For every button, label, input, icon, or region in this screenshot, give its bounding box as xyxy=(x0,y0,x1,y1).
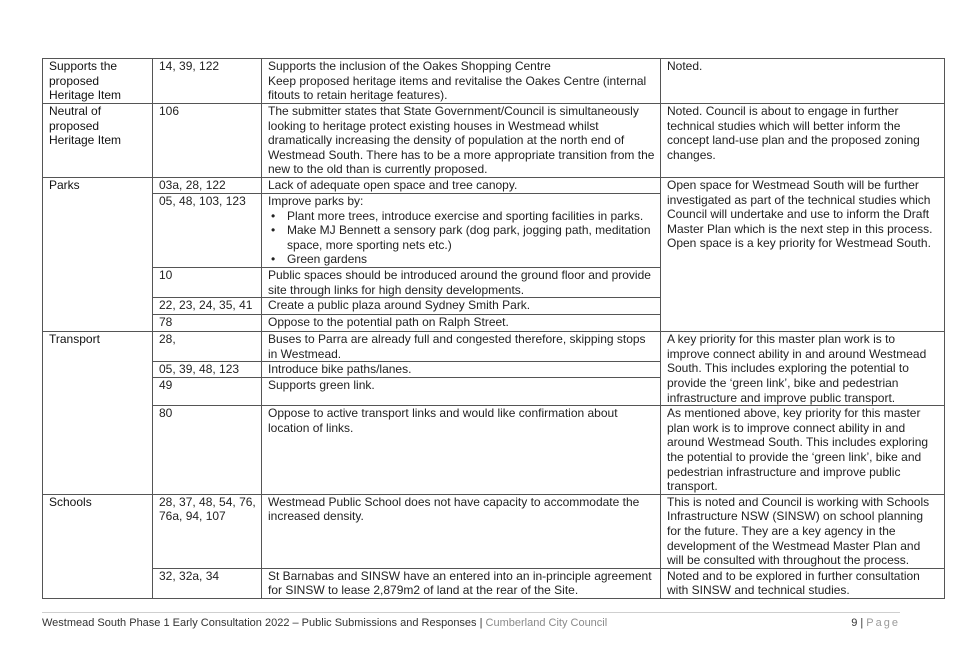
table-row xyxy=(43,59,945,104)
footer-title: Westmead South Phase 1 Early Consultation 2022 – Public Submissions and Responses | xyxy=(42,617,486,629)
submission-text: Buses to Parra are already full and congested therefore, skipping stops in Westmead. xyxy=(262,332,661,362)
category-cell: Supports the proposed Heritage Item xyxy=(43,59,153,104)
council-response: Noted. xyxy=(661,59,945,104)
footer-title-group xyxy=(42,616,607,630)
submission-text: Oppose to active transport links and would like confirmation about location of links. xyxy=(262,406,661,495)
submission-text: Supports green link. xyxy=(262,378,661,406)
submission-text xyxy=(262,59,661,104)
category-cell: Neutral of proposed Heritage Item xyxy=(43,104,153,178)
submission-intro: Improve parks by: xyxy=(268,194,364,208)
submission-ids: 106 xyxy=(153,104,262,178)
category-cell-transport: Transport xyxy=(43,332,153,495)
submission-ids: 49 xyxy=(153,378,262,406)
submission-text: Oppose to the potential path on Ralph Street. xyxy=(262,315,661,332)
council-response: As mentioned above, key priority for this master plan work is to improve connect ability in and around Westmead South. This includes exploring the potential to provide the ‘green link’, bike and pedestrian infrastructure and improve public transport. xyxy=(661,406,945,495)
submissions-table xyxy=(42,58,945,599)
page-footer xyxy=(42,616,900,630)
response-line: Open space is a key priority for Westmead South. xyxy=(667,236,931,251)
submission-ids: 32, 32a, 34 xyxy=(153,568,262,598)
council-response xyxy=(661,178,945,332)
table-row xyxy=(43,178,945,194)
submission-text: St Barnabas and SINSW have an entered into an in-principle agreement for SINSW to lease 2,879m2 of land at the rear of the Site. xyxy=(262,568,661,598)
bullet-item: • Green gardens xyxy=(268,252,655,267)
submission-line: Supports the inclusion of the Oakes Shopping Centre xyxy=(268,59,551,73)
category-cell-schools: Schools xyxy=(43,494,153,598)
page-number: 9 xyxy=(851,617,858,629)
footer-divider xyxy=(42,612,900,613)
submission-line: Keep proposed heritage items and revitalise the Oakes Centre (internal fitouts to retain heritage features). xyxy=(268,73,647,103)
submission-ids: 14, 39, 122 xyxy=(153,59,262,104)
council-response: A key priority for this master plan work is to improve connect ability in and around Westmead South. This includes exploring the potential to provide the ‘green link’, bike and pedestrian infrastructure and improve public transport. xyxy=(661,332,945,406)
response-line: Open space for Westmead South will be further investigated as part of the technical studies which Council will undertake and use to inform the Draft Master Plan which is the next step in this process. xyxy=(667,178,933,236)
council-response: Noted and to be explored in further consultation with SINSW and technical studies. xyxy=(661,568,945,598)
bullet-list xyxy=(268,209,655,267)
submission-ids: 80 xyxy=(153,406,262,495)
submission-text: Introduce bike paths/lanes. xyxy=(262,362,661,378)
council-response: Noted. Council is about to engage in further technical studies which will better inform the concept land-use plan and the proposed zoning changes. xyxy=(661,104,945,178)
submission-text: Westmead Public School does not have capacity to accommodate the increased density. xyxy=(262,494,661,568)
table-row xyxy=(43,494,945,568)
footer-council: Cumberland City Council xyxy=(485,617,608,629)
table-row xyxy=(43,406,945,495)
submission-ids: 10 xyxy=(153,268,262,298)
submission-ids: 05, 39, 48, 123 xyxy=(153,362,262,378)
table-row xyxy=(43,104,945,178)
table-row xyxy=(43,568,945,598)
submission-ids: 28, xyxy=(153,332,262,362)
page-word: Page xyxy=(866,617,900,629)
submission-ids: 28, 37, 48, 54, 76, 76a, 94, 107 xyxy=(153,494,262,568)
submission-ids: 05, 48, 103, 123 xyxy=(153,194,262,268)
submission-text: Create a public plaza around Sydney Smith Park. xyxy=(262,298,661,315)
submission-ids: 03a, 28, 122 xyxy=(153,178,262,194)
table-row xyxy=(43,332,945,362)
submission-text: The submitter states that State Government/Council is simultaneously looking to heritage protect existing houses in Westmead whilst dramatically increasing the density of population at the north end of Westmead South. There has to be a more appropriate transition from the new to the old than is currently proposed. xyxy=(262,104,661,178)
footer-page-group xyxy=(851,616,900,630)
category-cell-parks: Parks xyxy=(43,178,153,332)
submission-ids: 78 xyxy=(153,315,262,332)
bullet-item: • Make MJ Bennett a sensory park (dog park, jogging path, meditation space, more sporting nets etc.) xyxy=(268,223,655,252)
submission-text xyxy=(262,194,661,268)
submission-ids: 22, 23, 24, 35, 41 xyxy=(153,298,262,315)
council-response: This is noted and Council is working with Schools Infrastructure NSW (SINSW) on school planning for the future. They are a key agency in the development of the Westmead Master Plan and will be consulted with throughout the process. xyxy=(661,494,945,568)
submission-text: Public spaces should be introduced around the ground floor and provide site through links for high density developments. xyxy=(262,268,661,298)
page-separator: | xyxy=(857,617,867,629)
bullet-item: • Plant more trees, introduce exercise and sporting facilities in parks. xyxy=(268,209,655,224)
submission-text: Lack of adequate open space and tree canopy. xyxy=(262,178,661,194)
